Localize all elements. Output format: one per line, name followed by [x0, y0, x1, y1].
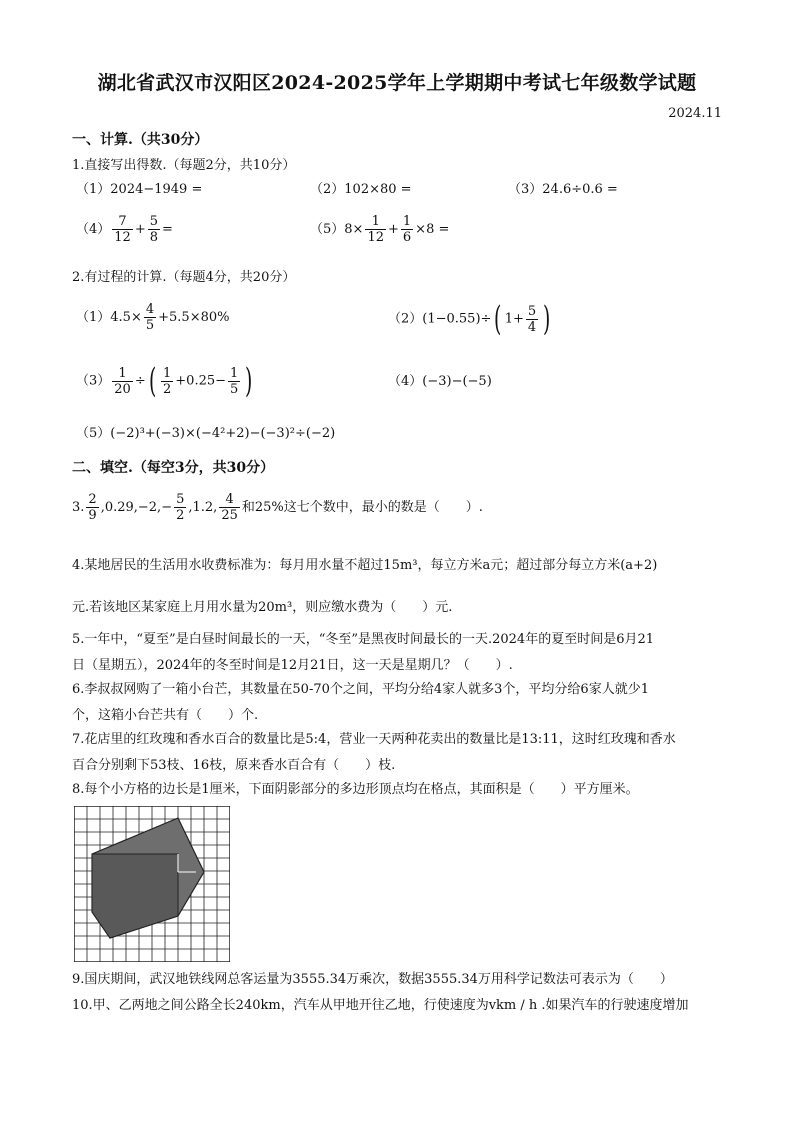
q1-item-5 [310, 214, 449, 245]
question-1-text: 1.直接写出得数.（每题2分，共10分） [72, 158, 296, 173]
q3-text: ,0.29,−2,− [100, 500, 173, 515]
section-2-heading: 二、填空.（每空3分，共30分） [72, 460, 275, 476]
q1-item-2: （2）102×80 = [310, 182, 412, 197]
denominator: 12 [114, 230, 131, 245]
numerator: 1 [402, 214, 412, 229]
question-7-line-1: 7.花店里的红玫瑰和香水百合的数量比是5:4，营业一天两种花卖出的数量比是13:11，这时红玫瑰和香水 [72, 732, 676, 747]
q2-item-1-tail: +5.5×80% [158, 310, 230, 325]
exam-date: 2024.11 [668, 106, 722, 121]
numerator: 1 [163, 365, 172, 381]
denominator: 2 [176, 508, 185, 523]
divide-sign: ÷ [134, 373, 146, 389]
question-5-line-1: 5.一年中，“夏至”是白昼时间最长的一天，“冬至”是黑夜时间最长的一天.2024年的夏至时间是6月21 [72, 632, 655, 647]
q1-item-5-tail: ×8 = [415, 222, 450, 237]
q2-item-3-label: （3） [76, 373, 111, 389]
fraction [144, 302, 156, 333]
fraction [228, 366, 240, 397]
q2-item-1 [76, 302, 229, 333]
page-title: 湖北省武汉市汉阳区2024-2025学年上学期期中考试七年级数学试题 [97, 72, 697, 94]
q2-item-2-label: （2）(1−0.55)÷ [388, 311, 492, 327]
q2-item-2 [388, 299, 553, 339]
numerator: 4 [219, 492, 240, 508]
q2-item-4: （4）(−3)−(−5) [388, 374, 492, 389]
fraction [112, 214, 133, 245]
right-paren: ) [245, 361, 253, 401]
q3-text: ,1.2, [188, 500, 218, 515]
fraction [174, 492, 186, 523]
numerator: 1 [112, 366, 133, 382]
denominator: 20 [114, 381, 131, 397]
question-6-line-2: 个，这箱小台芒共有（ ）个. [72, 708, 259, 723]
question-3 [72, 492, 483, 523]
fraction [86, 492, 98, 523]
q2-item-3 [76, 361, 256, 401]
q1-item-3: （3）24.6÷0.6 = [508, 182, 618, 197]
denominator: 8 [149, 230, 159, 245]
question-8-text: 8.每个小方格的边长是1厘米，下面阴影部分的多边形顶点均在格点，其面积是（ ）平方厘米。 [72, 782, 639, 797]
q2-item-5: （5）(−2)³+(−3)×(−4²+2)−(−3)²÷(−2) [76, 426, 336, 441]
denominator: 12 [367, 230, 384, 245]
denominator: 9 [88, 508, 97, 523]
q2-item-2-inner: 1+ [504, 311, 524, 327]
fraction [401, 214, 413, 245]
right-paren: ) [543, 299, 551, 339]
denominator: 6 [402, 230, 412, 245]
question-4-line-1: 4.某地居民的生活用水收费标准为：每月用水量不超过15m³，每立方米a元；超过部分每立方米(a+2) [72, 558, 658, 573]
numerator: 1 [230, 365, 239, 381]
section-1-heading: 一、计算.（共30分） [72, 132, 209, 148]
denominator: 2 [163, 381, 172, 397]
q1-item-4 [76, 214, 173, 245]
question-9-text: 9.国庆期间，武汉地铁线网总客运量为3555.34万乘次，数据3555.34万用科学记数法可表示为（ ） [72, 972, 673, 987]
numerator: 2 [88, 492, 97, 507]
fraction [365, 214, 386, 245]
q1-item-1: （1）2024−1949 = [76, 182, 203, 197]
q1-item-5-label: （5）8× [310, 222, 364, 237]
fraction [161, 366, 173, 397]
question-6-line-1: 6.李叔叔网购了一箱小台芒，其数量在50-70个之间，平均分给4家人就多3个，平均分给6家人就少1 [72, 682, 649, 697]
denominator: 5 [145, 318, 155, 333]
shaded-polygon-grid-figure [74, 806, 230, 962]
fraction [219, 492, 240, 523]
question-5-line-2: 日（星期五），2024年的冬至时间是12月21日，这一天是星期几？（ ）. [72, 658, 513, 673]
q3-text: 和25%这七个数中，最小的数是（ ）. [241, 500, 483, 515]
fraction [112, 366, 133, 397]
numerator: 1 [365, 214, 386, 230]
numerator: 5 [149, 214, 159, 229]
plus-sign: + [387, 222, 399, 237]
question-4-line-2: 元.若该地区某家庭上月用水量为20m³，则应缴水费为（ ）元. [72, 600, 453, 615]
denominator: 4 [527, 319, 537, 335]
q2-item-3-mid: +0.25− [175, 373, 227, 389]
left-paren: ( [494, 299, 502, 339]
numerator: 5 [176, 492, 185, 507]
q3-number: 3. [72, 500, 85, 515]
denominator: 25 [221, 508, 238, 523]
fraction [148, 214, 160, 245]
numerator: 4 [145, 302, 155, 317]
equals-sign: = [162, 222, 173, 237]
plus-sign: + [134, 222, 146, 237]
left-paren: ( [148, 361, 157, 401]
denominator: 5 [230, 381, 239, 397]
question-2-text: 2.有过程的计算.（每题4分，共20分） [72, 270, 296, 285]
q1-item-4-label: （4） [76, 222, 111, 237]
q2-item-1-label: （1）4.5× [76, 310, 142, 325]
question-7-line-2: 百合分别剩下53枝、16枝，原来香水百合有（ ）枝. [72, 758, 396, 773]
fraction [526, 304, 538, 335]
numerator: 5 [527, 303, 537, 319]
question-10-text: 10.甲、乙两地之间公路全长240km，汽车从甲地开往乙地，行使速度为vkm / h .如果汽车的行驶速度增加 [72, 998, 689, 1013]
numerator: 7 [112, 214, 133, 230]
